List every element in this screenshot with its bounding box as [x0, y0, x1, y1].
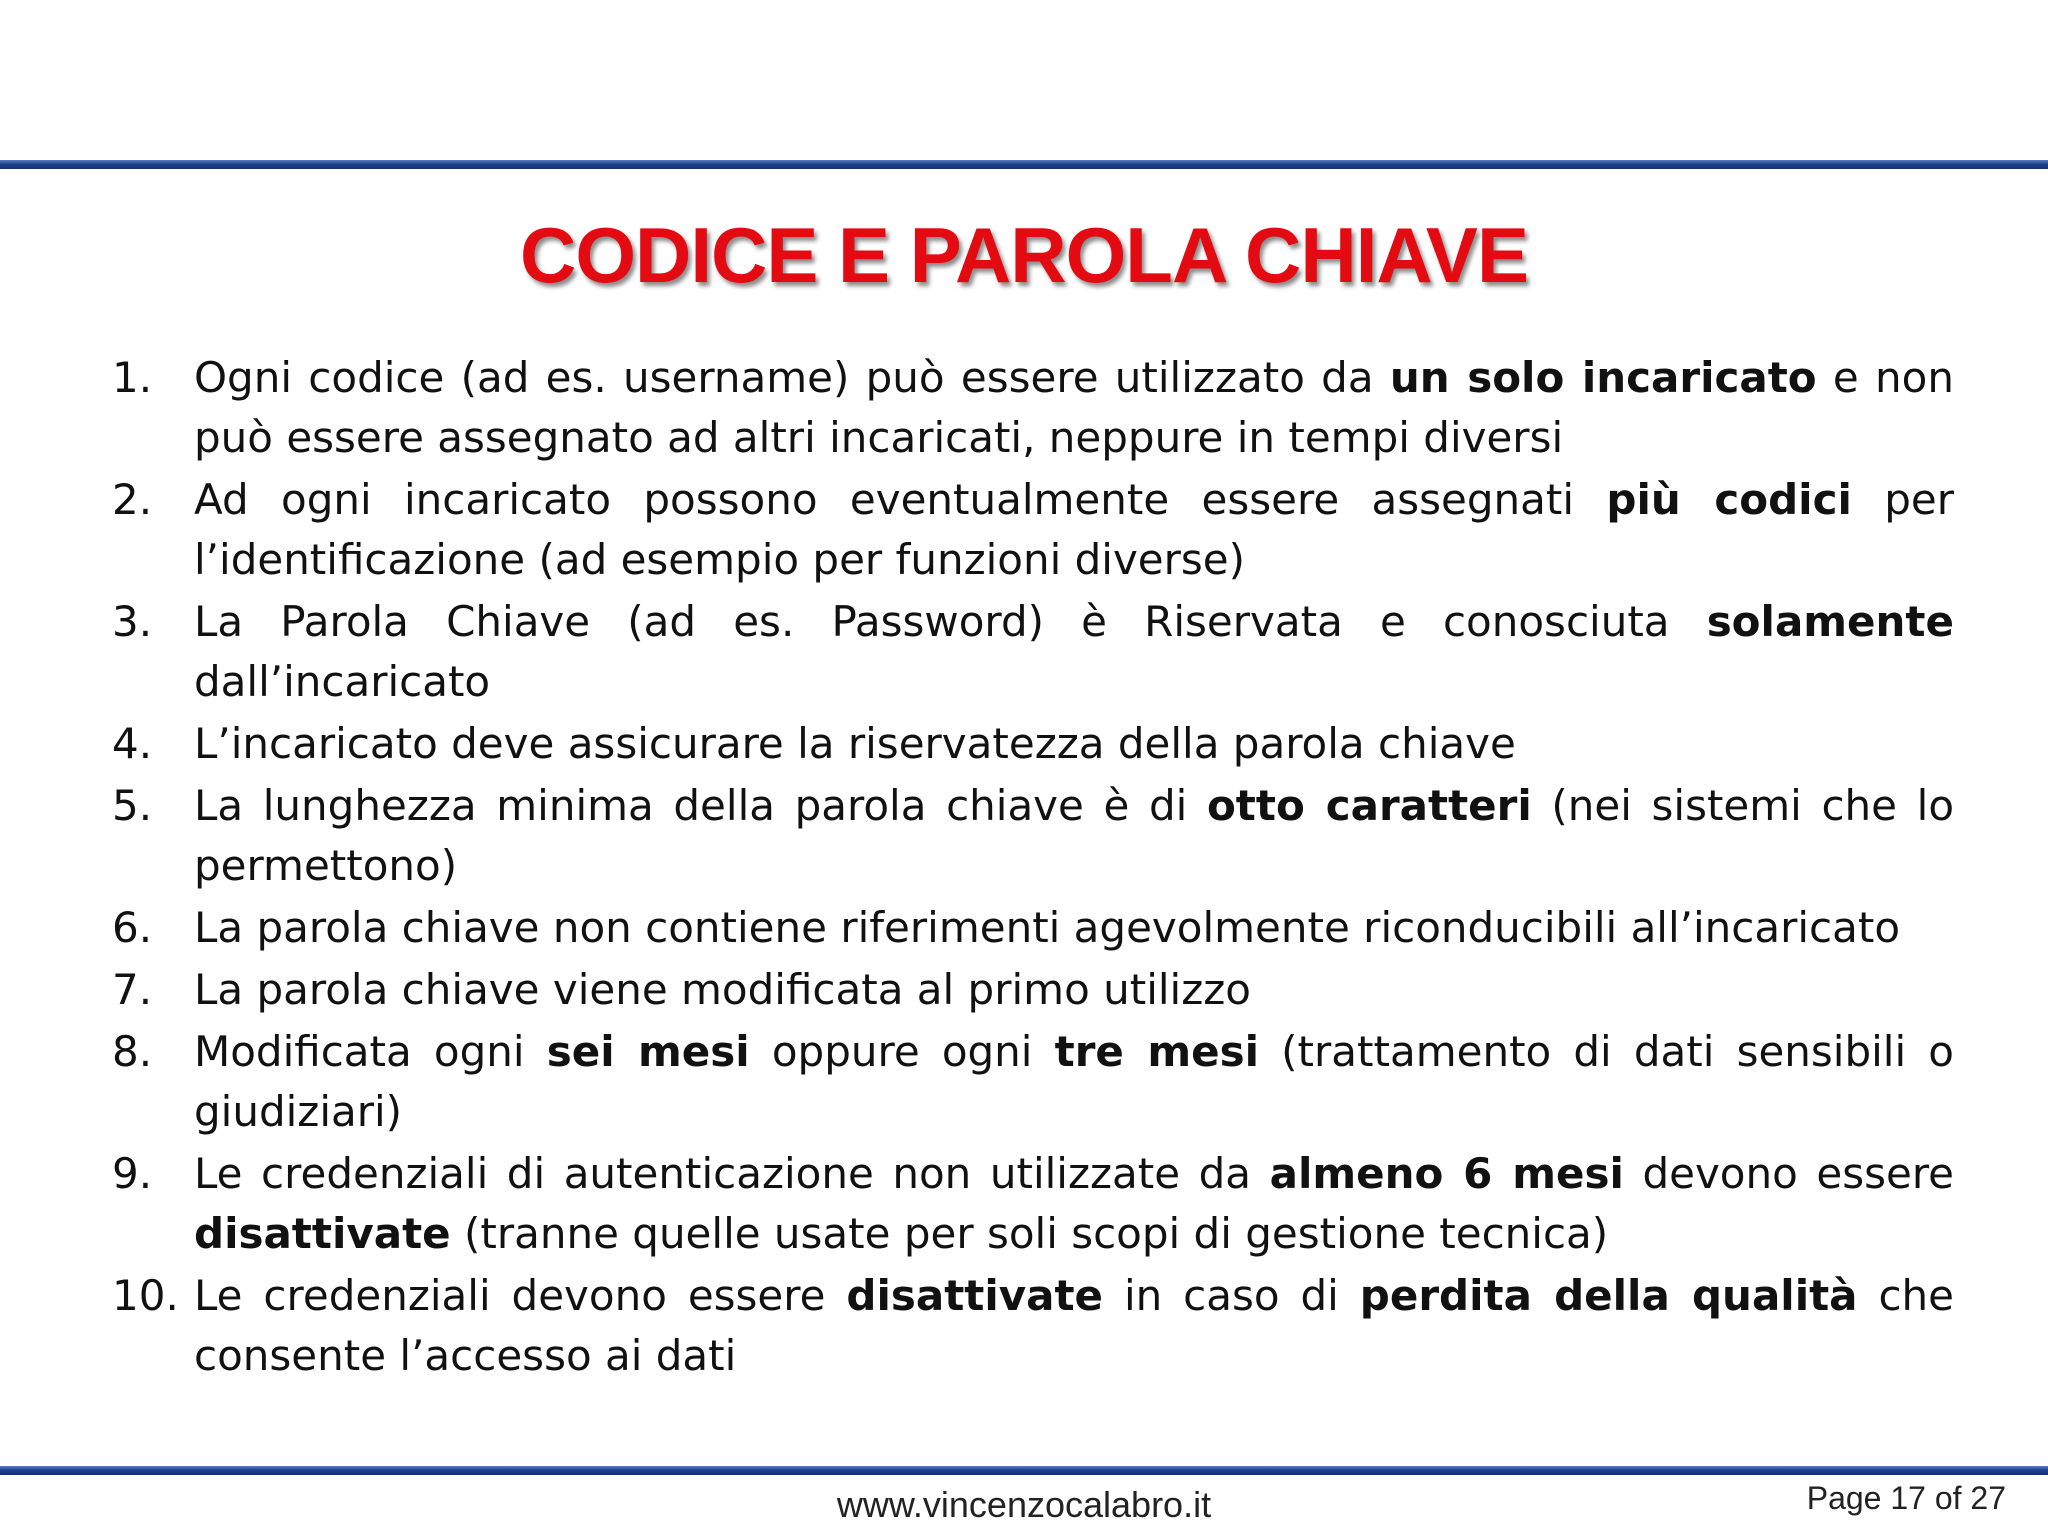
rules-list	[112, 348, 1954, 1388]
item-text: La parola chiave viene modificata al primo utilizzo	[194, 965, 1251, 1014]
top-rule	[0, 160, 2048, 169]
item-text: L’incaricato deve assicurare la riservatezza della parola chiave	[194, 719, 1516, 768]
item-text: Ad ogni incaricato possono eventualmente essere assegnati più codici per l’identificazione (ad esempio per funzioni diverse)	[194, 475, 1954, 584]
list-item	[112, 592, 1954, 712]
list-item	[112, 470, 1954, 590]
item-number: 4.	[112, 719, 153, 768]
footer-website: www.vincenzocalabro.it	[836, 1484, 1212, 1525]
list-item	[112, 1266, 1954, 1386]
item-number: 5.	[112, 781, 153, 830]
item-text: Modificata ogni sei mesi oppure ogni tre mesi (trattamento di dati sensibili o giudiziari)	[194, 1027, 1954, 1136]
list-item	[112, 776, 1954, 896]
list-item	[112, 898, 1954, 958]
item-text: Le credenziali di autenticazione non utilizzate da almeno 6 mesi devono essere disattivate (tranne quelle usate per soli scopi di gestione tecnica)	[194, 1149, 1955, 1258]
bottom-rule	[0, 1466, 2048, 1475]
item-text: La parola chiave non contiene riferimenti agevolmente riconducibili all’incaricato	[194, 903, 1901, 952]
item-number: 2.	[112, 475, 153, 524]
item-number: 10.	[112, 1271, 179, 1320]
item-text: Le credenziali devono essere disattivate in caso di perdita della qualità che consente l’accesso ai dati	[194, 1271, 1954, 1380]
list-item	[112, 714, 1954, 774]
item-number: 6.	[112, 903, 153, 952]
item-text: La Parola Chiave (ad es. Password) è Riservata e conosciuta solamente dall’incaricato	[194, 597, 1954, 706]
page-number: Page 17 of 27	[1806, 1480, 2006, 1516]
list-item	[112, 1022, 1954, 1142]
item-number: 3.	[112, 597, 153, 646]
slide-title: CODICE E PAROLA CHIAVE	[520, 211, 1528, 299]
list-item	[112, 960, 1954, 1020]
item-text: Ogni codice (ad es. username) può essere utilizzato da un solo incaricato e non può essere assegnato ad altri incaricati, neppure in tempi diversi	[194, 353, 1954, 462]
item-number: 1.	[112, 353, 153, 402]
item-number: 8.	[112, 1027, 153, 1076]
item-text: La lunghezza minima della parola chiave è di otto caratteri (nei sistemi che lo permettono)	[194, 781, 1955, 890]
list-item	[112, 1144, 1954, 1264]
item-number: 7.	[112, 965, 153, 1014]
item-number: 9.	[112, 1149, 153, 1198]
list-item	[112, 348, 1954, 468]
